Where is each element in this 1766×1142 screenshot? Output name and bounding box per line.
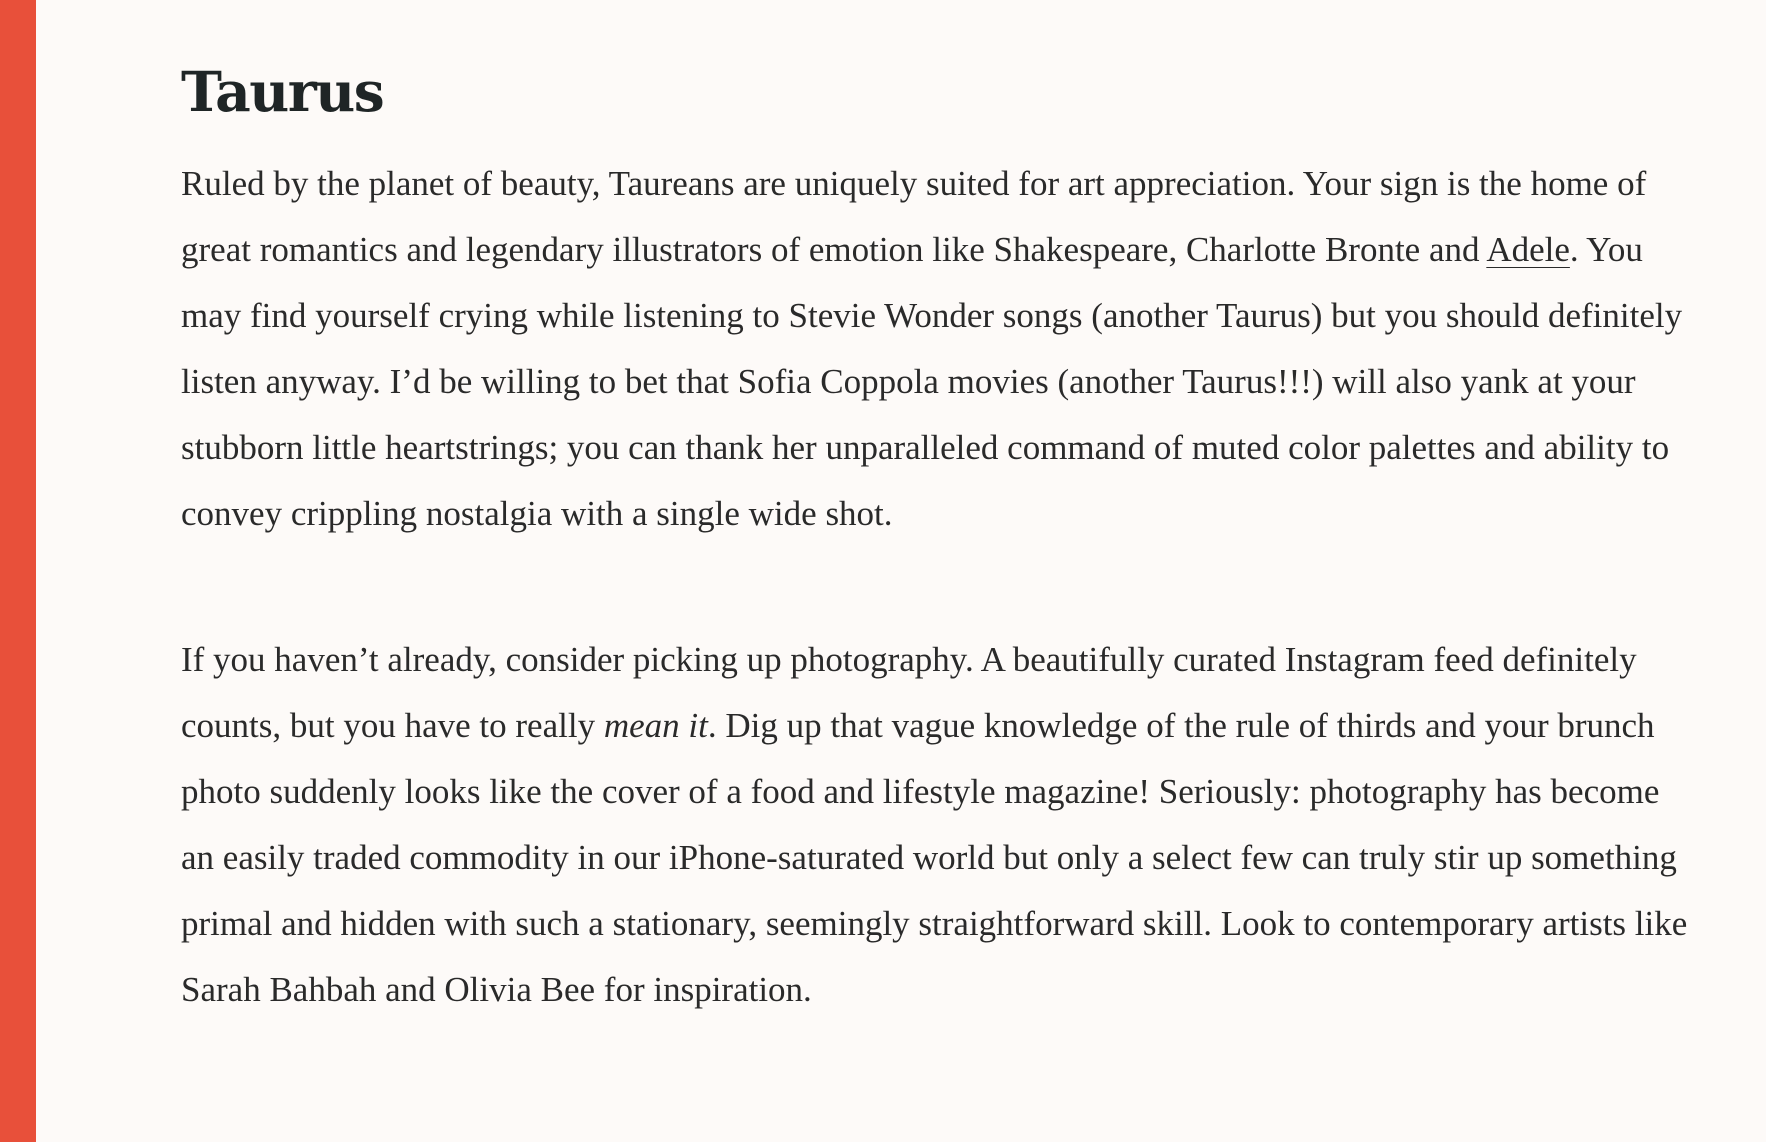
paragraph-2 [181,627,1701,1023]
accent-sidebar-bar [0,0,36,1142]
section-heading: Taurus [181,59,384,124]
paragraph-2-text-start: If you haven’t already, consider picking up photography. A beautifully curated Instagram feed definitely counts, but you have to really [181,640,1637,745]
adele-link[interactable]: Adele [1486,230,1570,269]
paragraph-1-text-end: . You may find yourself crying while listening to Stevie Wonder songs (another Taurus) but you should definitely listen anyway. I’d be willing to bet that Sofia Coppola movies (another Taurus!!!) will also yank at your stubborn little heartstrings; you can thank her unparalleled command of muted color palettes and ability to convey crippling nostalgia with a single wide shot. [181,230,1683,533]
article-content [181,58,1701,1023]
emphasis-text: mean it [603,706,708,745]
paragraph-2-text-end: . Dig up that vague knowledge of the rule of thirds and your brunch photo suddenly looks like the cover of a food and lifestyle magazine! Seriously: photography has become an easily traded commodity in our iPhone-saturated world but only a select few can truly stir up something primal and hidden with such a stationary, seemingly straightforward skill. Look to contemporary artists like Sarah Bahbah and Olivia Bee for inspiration. [181,706,1688,1009]
paragraph-1-text-start: Ruled by the planet of beauty, Taureans are uniquely suited for art appreciation. Your sign is the home of great romantics and legendary illustrators of emotion like Shakespeare, Charlotte Bronte and [181,164,1647,269]
paragraph-1 [181,151,1701,547]
